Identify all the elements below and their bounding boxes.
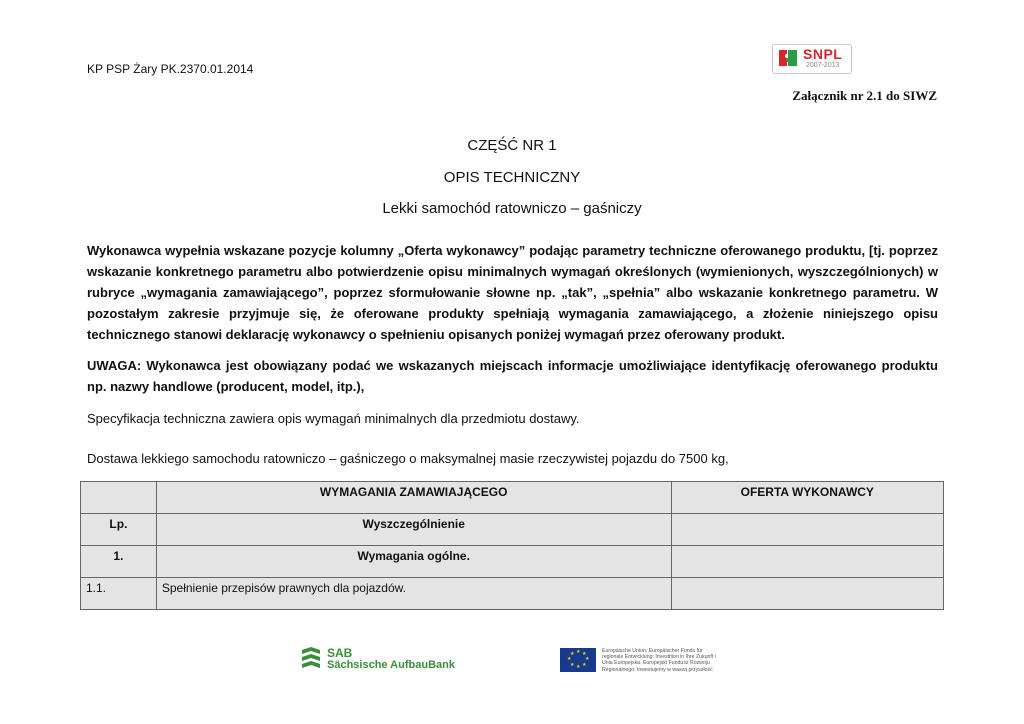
lp-header: Lp. [81,514,157,546]
eu-flag-icon: ★ ★ ★ ★ ★ ★ ★ ★ [560,648,596,672]
annex-label: Załącznik nr 2.1 do SIWZ [792,88,937,103]
snpl-logo-text: SNPL [803,46,843,62]
part-heading: CZĘŚĆ NR 1 [467,137,557,154]
table-section-row [81,546,944,578]
table-row [81,578,944,610]
warning-paragraph: UWAGA: Wykonawca jest obowiązany podać we wskazanych miejscach informacje umożliwiające identyfikację oferowanego produktu np. nazwy handlowe (producent, model, itp.), [87,358,938,394]
section-title: Wymagania ogólne. [156,546,671,578]
offer-header: OFERTA WYKONAWCY [671,482,943,514]
specification-note: Specyfikacja techniczna zawiera opis wymagań minimalnych dla przedmiotu dostawy. [87,411,580,426]
snpl-logo-years: 2007-2013 [806,62,840,69]
offer-input-cell[interactable] [671,546,943,578]
vehicle-title: Lekki samochód ratowniczo – gaśniczy [382,200,642,217]
table-header-row [81,482,944,514]
offer-input-cell[interactable] [671,578,943,610]
specification-header: Wyszczególnienie [156,514,671,546]
requirements-header: WYMAGANIA ZAMAWIAJĄCEGO [156,482,671,514]
document-subtitle: OPIS TECHNICZNY [443,169,581,186]
sab-logo-name: Sächsische AufbauBank [327,659,455,671]
eu-funding-line: regionale Entwicklung: Investition in Ihre Zukunft / [602,654,717,661]
specification-table [80,481,944,610]
row-requirement: Spełnienie przepisów prawnych dla pojazdów. [156,578,671,610]
table-header-empty-cell [81,482,157,514]
sab-logo-abbreviation: SAB [327,646,353,660]
snpl-logo [772,44,852,74]
document-reference: KP PSP Żary PK.2370.01.2014 [87,62,254,76]
snpl-puzzle-icon [777,48,799,68]
sab-bank-logo-icon [300,646,322,670]
instruction-paragraph: Wykonawca wypełnia wskazane pozycje kolumny „Oferta wykonawcy” podając parametry techniczne oferowanego produktu, [tj. poprzez wskazanie konkretnego parametru albo potwierdzenie opisu minimalnych wymagań określonych (wymienionych, wyszczególnionych) w rubryce „wymagania zamawiającego”, poprzez sformułowanie słowne np. „tak”, „spełnia” albo wskazanie konkretnego parametru. W pozostałym zakresie przyjmuje się, że oferowane produkty spełniają wymagania zamawiającego, a złożenie niniejszego opisu technicznego stanowi deklarację wykonawcy o spełnieniu opisanych poniżej wymagań przez oferowany produkt. [87,243,938,342]
eu-funding-line: Europäische Union. Europäischer Fonds für [602,648,703,654]
eu-funding-line: Regionalnego: Inwestujemy w waszą przyszłość [602,666,713,673]
offer-input-cell[interactable] [671,514,943,546]
table-subheader-row [81,514,944,546]
eu-funding-line: Unia Europejska. Europejski Fundusz Rozwoju [602,660,710,667]
row-number: 1.1. [81,578,157,610]
delivery-description: Dostawa lekkiego samochodu ratowniczo – gaśniczego o maksymalnej masie rzeczywistej pojazdu do 7500 kg, [87,451,729,466]
eu-funding-text [602,648,716,673]
section-number: 1. [81,546,157,578]
